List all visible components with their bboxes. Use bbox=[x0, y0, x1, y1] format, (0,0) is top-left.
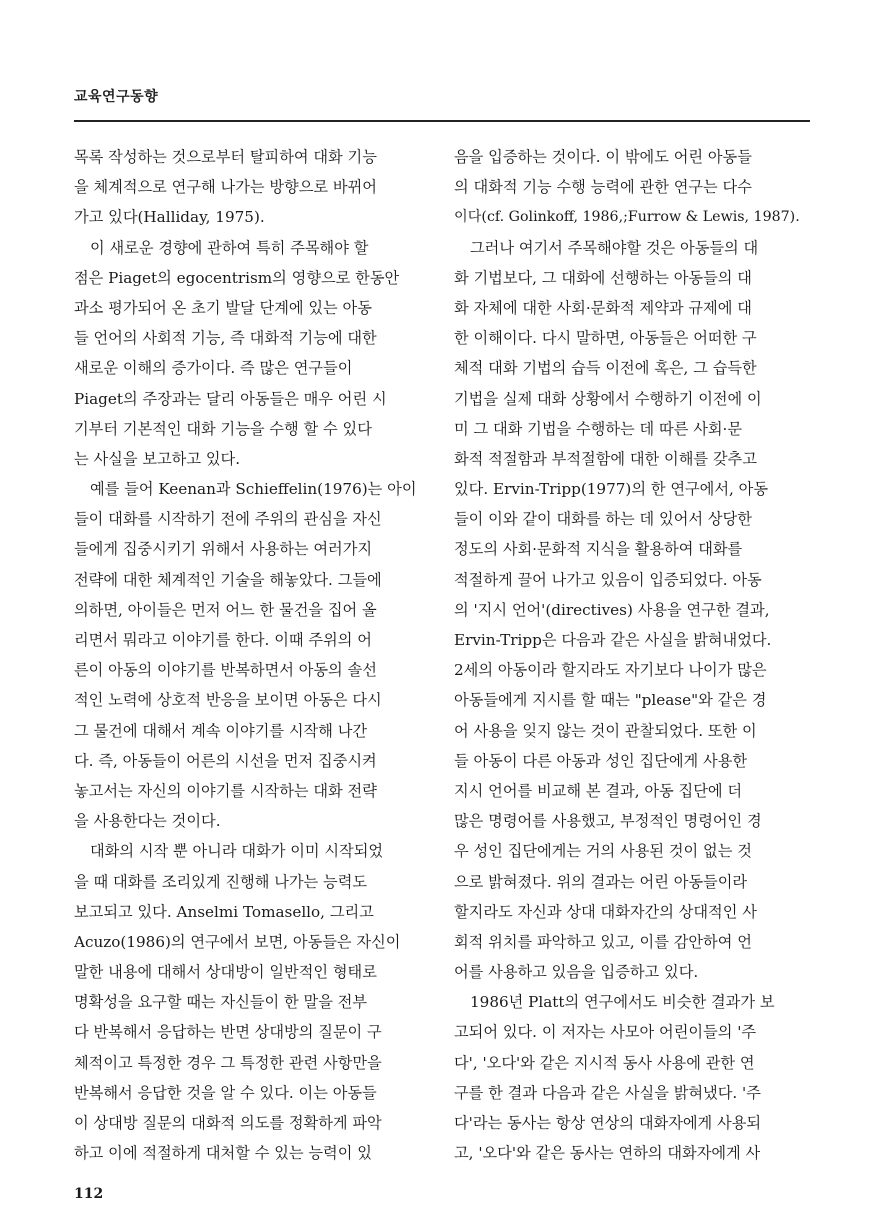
text-line: 대화의 시작 뿐 아니라 대화가 이미 시작되었 bbox=[90, 842, 384, 861]
text-line: 화적 적절함과 부적절함에 대한 이해를 갖추고 bbox=[454, 449, 757, 468]
text-line: 지시 언어를 비교해 본 결과, 아동 집단에 더 bbox=[454, 781, 743, 800]
text-line: 의하면, 아이들은 먼저 어느 한 물건을 집어 올 bbox=[74, 600, 377, 619]
text-line: 화 자체에 대한 사회·문화적 제약과 규제에 대 bbox=[454, 298, 752, 317]
text-line: 보고되고 있다. Anselmi Tomasello, 그리고 bbox=[74, 902, 374, 921]
text-line: 그러나 여기서 주목해야할 것은 아동들의 대 bbox=[470, 238, 759, 257]
text-line: 을 때 대화를 조리있게 진행해 나가는 능력도 bbox=[74, 872, 368, 891]
running-header: 교육연구동향 bbox=[74, 89, 159, 105]
text-line: 으로 밝혀졌다. 위의 결과는 어린 아동들이라 bbox=[454, 872, 748, 891]
text-line: 체적 대화 기법의 습득 이전에 혹은, 그 습득한 bbox=[454, 359, 757, 378]
text-line: 목록 작성하는 것으로부터 탈피하여 대화 기능 bbox=[74, 148, 377, 166]
text-line: 적인 노력에 상호적 반응을 보이면 아동은 다시 bbox=[74, 691, 382, 710]
text-line: 기법을 실제 대화 상황에서 수행하기 이전에 이 bbox=[454, 389, 762, 408]
text-line: 른이 아동의 이야기를 반복하면서 아동의 솔선 bbox=[74, 661, 377, 680]
text-line: 체적이고 특정한 경우 그 특정한 관련 사항만을 bbox=[74, 1053, 382, 1072]
text-line: 적절하게 끌어 나가고 있음이 입증되었다. 아동 bbox=[454, 570, 762, 589]
page-number: 112 bbox=[74, 1186, 104, 1202]
text-line: 들 아동이 다른 아동과 성인 집단에게 사용한 bbox=[454, 751, 748, 770]
text-line: 다. 즉, 아동들이 어른의 시선을 먼저 집중시켜 bbox=[74, 751, 377, 770]
text-line: 어를 사용하고 있음을 입증하고 있다. bbox=[454, 963, 699, 982]
text-line: 다 반복해서 응답하는 반면 상대방의 질문이 구 bbox=[74, 1023, 382, 1042]
text-line: 1986년 Platt의 연구에서도 비슷한 결과가 보 bbox=[470, 993, 775, 1012]
text-line: 어 사용을 잊지 않는 것이 관찰되었다. 또한 이 bbox=[454, 721, 757, 740]
text-line: 정도의 사회·문화적 지식을 활용하여 대화를 bbox=[454, 540, 743, 559]
text-line: 하고 이에 적절하게 대처할 수 있는 능력이 있 bbox=[74, 1144, 372, 1163]
text-line: 을 체계적으로 연구해 나가는 방향으로 바뀌어 bbox=[74, 178, 377, 197]
text-line: Piaget의 주장과는 달리 아동들은 매우 어린 시 bbox=[74, 389, 387, 408]
text-line: 고되어 있다. 이 저자는 사모아 어린이들의 '주 bbox=[454, 1023, 757, 1042]
text-line: 새로운 이해의 증가이다. 즉 많은 연구들이 bbox=[74, 359, 353, 378]
text-line: 있다. Ervin-Tripp(1977)의 한 연구에서, 아동 bbox=[454, 480, 769, 499]
text-line: 의 대화적 기능 수행 능력에 관한 연구는 다수 bbox=[454, 178, 752, 197]
text-line: Acuzo(1986)의 연구에서 보면, 아동들은 자신이 bbox=[74, 932, 401, 951]
text-line: 고, '오다'와 같은 동사는 연하의 대화자에게 사 bbox=[454, 1144, 761, 1163]
text-line: 을 사용한다는 것이다. bbox=[74, 812, 221, 831]
text-line: 할지라도 자신과 상대 대화자간의 상대적인 사 bbox=[454, 902, 757, 921]
text-line: 예를 들어 Keenan과 Schieffelin(1976)는 아이 bbox=[90, 480, 417, 499]
text-line: 전략에 대한 체계적인 기술을 해놓았다. 그들에 bbox=[74, 570, 382, 589]
text-line: 점은 Piaget의 egocentrism의 영향으로 한동안 bbox=[74, 268, 400, 287]
text-line: 많은 명령어를 사용했고, 부정적인 명령어인 경 bbox=[454, 812, 762, 831]
text-line: 다'라는 동사는 항상 연상의 대화자에게 사용되 bbox=[454, 1114, 762, 1132]
header-rule bbox=[74, 120, 810, 122]
text-line: 회적 위치를 파악하고 있고, 이를 감안하여 언 bbox=[454, 932, 752, 951]
text-line: 화 기법보다, 그 대화에 선행하는 아동들의 대 bbox=[454, 268, 752, 287]
text-line: 과소 평가되어 온 초기 발달 단계에 있는 아동 bbox=[74, 298, 372, 317]
text-line: 들이 이와 같이 대화를 하는 데 있어서 상당한 bbox=[454, 510, 752, 529]
text-line: 다', '오다'와 같은 지시적 동사 사용에 관한 연 bbox=[454, 1053, 755, 1072]
text-line: Ervin-Tripp은 다음과 같은 사실을 밝혀내었다. bbox=[454, 631, 772, 649]
text-line: 아동들에게 지시를 할 때는 "please"와 같은 경 bbox=[454, 691, 767, 710]
text-line: 음을 입증하는 것이다. 이 밖에도 어린 아동들 bbox=[454, 148, 752, 166]
text-line: 이 새로운 경향에 관하여 특히 주목해야 할 bbox=[90, 238, 369, 257]
text-line: 리면서 뭐라고 이야기를 한다. 이때 주위의 어 bbox=[74, 631, 372, 649]
left-column bbox=[74, 142, 420, 1168]
text-line: 2세의 아동이라 할지라도 자기보다 나이가 많은 bbox=[454, 661, 767, 680]
text-line: 기부터 기본적인 대화 기능을 수행 할 수 있다 bbox=[74, 419, 372, 438]
text-line: 말한 내용에 대해서 상대방이 일반적인 형태로 bbox=[74, 963, 377, 982]
text-line: 들 언어의 사회적 기능, 즉 대화적 기능에 대한 bbox=[74, 329, 377, 348]
text-line: 의 '지시 언어'(directives) 사용을 연구한 결과, bbox=[454, 600, 770, 619]
text-line: 이다(cf. Golinkoff, 1986,;Furrow & Lewis, 1987). bbox=[454, 209, 800, 226]
text-line: 는 사실을 보고하고 있다. bbox=[74, 449, 241, 468]
text-line: 우 성인 집단에게는 거의 사용된 것이 없는 것 bbox=[454, 842, 752, 861]
right-column bbox=[454, 142, 800, 1168]
text-line: 들에게 집중시키기 위해서 사용하는 여러가지 bbox=[74, 540, 373, 559]
text-line: 들이 대화를 시작하기 전에 주위의 관심을 자신 bbox=[74, 510, 382, 529]
text-line: 이 상대방 질문의 대화적 의도를 정확하게 파악 bbox=[74, 1114, 382, 1132]
text-line: 명확성을 요구할 때는 자신들이 한 말을 전부 bbox=[74, 993, 368, 1012]
text-line: 한 이해이다. 다시 말하면, 아동들은 어떠한 구 bbox=[454, 329, 757, 348]
text-line: 반복해서 응답한 것을 알 수 있다. 이는 아동들 bbox=[74, 1083, 377, 1102]
text-line: 놓고서는 자신의 이야기를 시작하는 대화 전략 bbox=[74, 781, 377, 800]
text-line: 그 물건에 대해서 계속 이야기를 시작해 나간 bbox=[74, 721, 368, 740]
text-line: 구를 한 결과 다음과 같은 사실을 밝혀냈다. '주 bbox=[454, 1083, 761, 1102]
text-line: 가고 있다(Halliday, 1975). bbox=[74, 208, 265, 227]
text-line: 미 그 대화 기법을 수행하는 데 따른 사회·문 bbox=[454, 419, 743, 438]
